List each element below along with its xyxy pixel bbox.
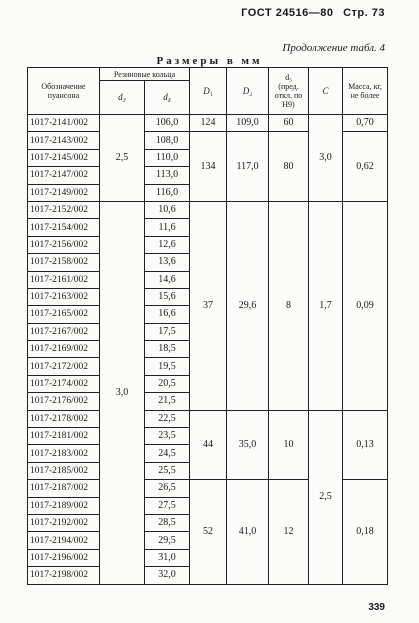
row-d4: 26,5: [145, 480, 190, 497]
g2-d5: 80: [269, 132, 309, 202]
row-d4: 11,6: [145, 219, 190, 236]
row-d4: 19,5: [145, 358, 190, 375]
row-designation: 1017-2145/002: [28, 149, 100, 166]
gost-number: ГОСТ 24516—80: [241, 7, 334, 19]
page-number: 339: [368, 602, 385, 613]
header-d5: [269, 68, 309, 115]
row-designation: 1017-2172/002: [28, 358, 100, 375]
g5-D2: 41,0: [227, 480, 269, 584]
row-d4: 16,6: [145, 306, 190, 323]
g1-D1: 124: [190, 115, 227, 132]
g3-mass: 0,09: [343, 201, 388, 410]
g5-mass: 0,18: [343, 480, 388, 584]
row-designation: 1017-2158/002: [28, 254, 100, 271]
row-d4: 12,6: [145, 236, 190, 253]
row-designation: 1017-2187/002: [28, 480, 100, 497]
g3-D2: 29,6: [227, 201, 269, 410]
row-d4: 31,0: [145, 549, 190, 566]
row-d4: 25,5: [145, 462, 190, 479]
row-designation: 1017-2194/002: [28, 532, 100, 549]
row-designation: 1017-2183/002: [28, 445, 100, 462]
header-D2: D₂: [227, 68, 269, 115]
header-d5-note: (пред. откл. по H9): [274, 82, 303, 109]
row-designation: 1017-2147/002: [28, 167, 100, 184]
row-d4: 14,6: [145, 271, 190, 288]
d3-group-b: 3,0: [100, 201, 145, 584]
row-designation: 1017-2198/002: [28, 567, 100, 584]
g3-D1: 37: [190, 201, 227, 410]
row-d4: 108,0: [145, 132, 190, 149]
table-continuation-caption: Продолжение табл. 4: [282, 42, 385, 54]
row-designation: 1017-2181/002: [28, 428, 100, 445]
row-designation: 1017-2167/002: [28, 323, 100, 340]
row-d4: 29,5: [145, 532, 190, 549]
row-designation: 1017-2156/002: [28, 236, 100, 253]
row-designation: 1017-2143/002: [28, 132, 100, 149]
header-d3: d₃: [100, 81, 145, 115]
row-designation: 1017-2149/002: [28, 184, 100, 201]
row-d4: 15,6: [145, 288, 190, 305]
row-designation: 1017-2176/002: [28, 393, 100, 410]
row-designation: 1017-2169/002: [28, 341, 100, 358]
c-group-a: 3,0: [309, 115, 343, 202]
g4-D2: 35,0: [227, 410, 269, 480]
row-d4: 13,6: [145, 254, 190, 271]
g3-d5: 8: [269, 201, 309, 410]
header-d5-symbol: d₅: [285, 73, 292, 82]
row-d4: 17,5: [145, 323, 190, 340]
row-designation: 1017-2174/002: [28, 375, 100, 392]
g1-d5: 60: [269, 115, 309, 132]
g1-D2: 109,0: [227, 115, 269, 132]
row-d4: 116,0: [145, 184, 190, 201]
row-d4: 110,0: [145, 149, 190, 166]
row-designation: 1017-2185/002: [28, 462, 100, 479]
row-designation: 1017-2163/002: [28, 288, 100, 305]
row-designation: 1017-2141/002: [28, 115, 100, 132]
header-D1: D₁: [190, 68, 227, 115]
row-designation: 1017-2196/002: [28, 549, 100, 566]
row-d4: 24,5: [145, 445, 190, 462]
g4-d5: 10: [269, 410, 309, 480]
page-label: Стр. 73: [343, 7, 385, 19]
g5-d5: 12: [269, 480, 309, 584]
sizes-caption: Размеры в мм: [156, 55, 263, 67]
row-designation: 1017-2178/002: [28, 410, 100, 427]
row-d4: 18,5: [145, 341, 190, 358]
page-header: [235, 7, 385, 19]
row-d4: 20,5: [145, 375, 190, 392]
row-d4: 106,0: [145, 115, 190, 132]
header-rubber-rings: Резиновые кольца: [100, 68, 190, 81]
row-d4: 28,5: [145, 514, 190, 531]
header-d4: d₄: [145, 81, 190, 115]
row-d4: 113,0: [145, 167, 190, 184]
row-d4: 32,0: [145, 567, 190, 584]
row-designation: 1017-2154/002: [28, 219, 100, 236]
row-designation: 1017-2189/002: [28, 497, 100, 514]
g4-mass: 0,13: [343, 410, 388, 480]
row-designation: 1017-2161/002: [28, 271, 100, 288]
row-d4: 10,6: [145, 201, 190, 218]
d3-group-a: 2,5: [100, 115, 145, 202]
c-group-b: 2,5: [309, 410, 343, 584]
header-designation: Обозначение пуансона: [28, 68, 100, 115]
header-mass: Масса, кг, не более: [343, 68, 388, 115]
row-d4: 22,5: [145, 410, 190, 427]
g2-D2: 117,0: [227, 132, 269, 202]
row-d4: 21,5: [145, 393, 190, 410]
g1-mass: 0,70: [343, 115, 388, 132]
row-d4: 23,5: [145, 428, 190, 445]
header-C: C: [309, 68, 343, 115]
row-designation: 1017-2165/002: [28, 306, 100, 323]
row-d4: 27,5: [145, 497, 190, 514]
g3-C: 1,7: [309, 201, 343, 410]
punch-dimensions-table: [27, 67, 388, 585]
g5-D1: 52: [190, 480, 227, 584]
g4-D1: 44: [190, 410, 227, 480]
row-designation: 1017-2192/002: [28, 514, 100, 531]
g2-D1: 134: [190, 132, 227, 202]
g2-mass: 0,62: [343, 132, 388, 202]
row-designation: 1017-2152/002: [28, 201, 100, 218]
